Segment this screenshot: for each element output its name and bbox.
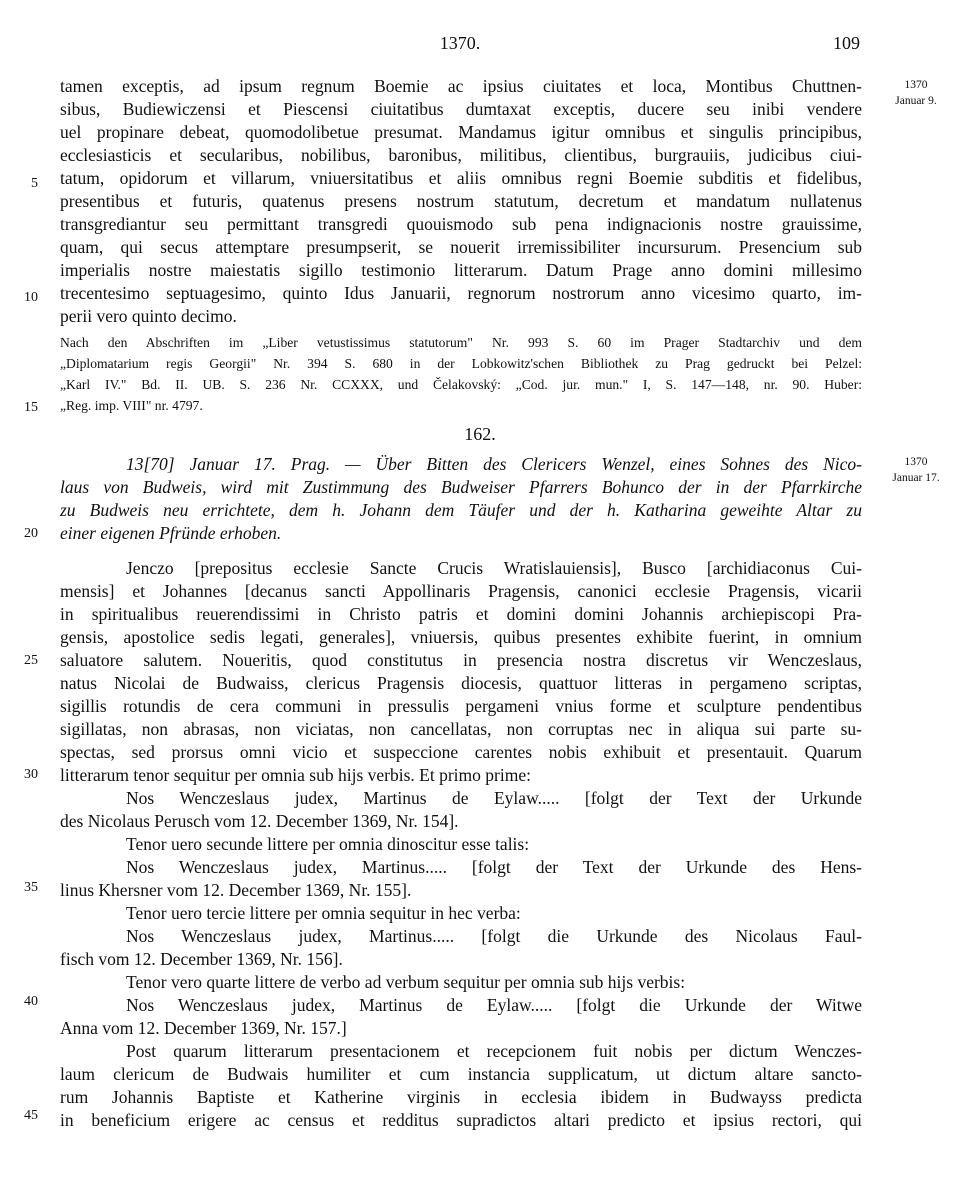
line-number: 45 [24,1108,38,1123]
body-line: natus Nicolai de Budwaiss, clericus Pragensis diocesis, quattuor litteras in pergameno scriptas, [60,673,862,693]
source-note: „Karl IV." Bd. II. UB. S. 236 Nr. CCXXX, und Čelakovský: „Cod. jur. mun." I, S. 147—148, nr. 90. Huber: [60,377,862,392]
regest-line: laus von Budweis, wird mit Zustimmung des Budweiser Pfarrers Bohunco der in der Pfarrkirche [60,477,862,497]
body-line: Nos Wenczeslaus judex, Martinus de Eylaw..... [folgt die Urkunde der Witwe [126,995,862,1015]
text-line: ecclesiasticis et secularibus, nobilibus, baronibus, militibus, clientibus, burgrauiis, judicibus ciui- [60,145,862,165]
body-line: sigillatas, non abrasas, non viciatas, non cancellatas, non corruptas nec in aliqua sui parte su- [60,719,862,739]
source-note: „Diplomatarium regis Georgii" Nr. 394 S. 680 in der Lobkowitz'schen Bibliothek zu Prag gedruckt bei Pelzel: [60,356,862,371]
body-line: Tenor uero tercie littere per omnia sequitur in hec verba: [126,903,521,923]
body-line: mensis] et Johannes [decanus sancti Appollinaris Pragensis, canonici ecclesie Pragensis, vicarii [60,581,862,601]
margin-date-year: 1370 [904,456,928,468]
body-line: Nos Wenczeslaus judex, Martinus..... [folgt die Urkunde des Nicolaus Faul- [126,926,862,946]
margin-date-day: Januar 17. [892,472,940,484]
text-line: perii vero quinto decimo. [60,306,237,326]
body-line: Tenor vero quarte littere de verbo ad verbum sequitur per omnia sub hijs verbis: [126,972,686,992]
body-line: des Nicolaus Perusch vom 12. December 1369, Nr. 154]. [60,811,459,831]
line-number: 5 [31,176,38,191]
text-line: uel propinare debeat, quomodolibetue presumat. Mandamus igitur omnibus et singulis principibus, [60,122,862,142]
text-line: tamen exceptis, ad ipsum regnum Boemie ac ipsius ciuitates et loca, Montibus Chuttnen- [60,76,862,96]
regest-line: einer eigenen Pfründe erhoben. [60,523,282,543]
body-line: laum clericum de Budwais humiliter et cum instancia supplicatum, ut dictum altare sancto- [60,1064,862,1084]
regest-line: zu Budweis neu errichtete, dem h. Johann dem Täufer und der h. Katharina geweihte Altar zu [60,500,862,520]
body-line: Post quarum litterarum presentacionem et recepcionem fuit nobis per dictum Wenczes- [126,1041,862,1061]
body-line: Tenor uero secunde littere per omnia dinoscitur esse talis: [126,834,530,854]
body-line: in beneficium erigere ac census et redditus supradictos altari predicto et ipsius rectori, qui [60,1110,862,1130]
text-line: presentibus et futuris, quatenus presens nostrum statutum, decretum et mandatum nullatenus [60,191,862,211]
body-line: in spiritualibus reuerendissimi in Christo patris et domini domini Johannis archiepiscopi Pra- [60,604,862,624]
text-line: trecentesimo septuagesimo, quinto Idus Januarii, regnorum nostrorum anno vicesimo quarto, im- [60,283,862,303]
line-number: 10 [24,290,38,305]
body-line: sigillis rotundis de cera communi in pressulis pergameni vnius forme et sculpture pendentibus [60,696,862,716]
running-header [60,33,860,57]
source-note: „Reg. imp. VIII" nr. 4797. [60,398,203,413]
line-number: 15 [24,400,38,415]
body-line: spectas, sed prorsus omni vicio et suspeccione carentes nobis exhibuit et presentauit. Quarum [60,742,862,762]
body-line: linus Khersner vom 12. December 1369, Nr. 155]. [60,880,412,900]
text-line: sibus, Budiewiczensi et Piescensi ciuitatibus dumtaxat exceptis, ducere seu inibi vendere [60,99,862,119]
line-number: 30 [24,767,38,782]
document-number: 162. [464,424,496,444]
line-number: 35 [24,880,38,895]
line-number: 40 [24,994,38,1009]
body-line: saluatore salutem. Noueritis, quod constitutus in presencia nostra discretus vir Wenczeslaus, [60,650,862,670]
text-line: tatum, opidorum et villarum, vniuersitatibus et aliis omnibus regni Boemie subditis et fidelibus, [60,168,862,188]
body-line: rum Johannis Baptiste et Katherine virginis in ecclesia ibidem in Budwayss predicta [60,1087,862,1107]
margin-date-day: Januar 9. [895,95,937,107]
body-line: Nos Wenczeslaus judex, Martinus..... [folgt der Text der Urkunde des Hens- [126,857,862,877]
body-line: Anna vom 12. December 1369, Nr. 157.] [60,1018,347,1038]
header-year: 1370. [439,33,481,53]
page-number: 109 [833,33,860,53]
body-line: gensis, apostolice sedis legati, generales], vniuersis, quibus presentes exhibite fuerint, in omnium [60,627,862,647]
body-line: Nos Wenczeslaus judex, Martinus de Eylaw..... [folgt der Text der Urkunde [126,788,862,808]
source-note: Nach den Abschriften im „Liber vetustissimus statutorum" Nr. 993 S. 60 im Prager Stadtarchiv und dem [60,335,862,350]
body-line: fisch vom 12. December 1369, Nr. 156]. [60,949,343,969]
line-number: 25 [24,653,38,668]
margin-date-year: 1370 [904,79,928,91]
body-line: Jenczo [prepositus ecclesie Sancte Crucis Wratislauiensis], Busco [archidiaconus Cui- [126,558,862,578]
body-line: litterarum tenor sequitur per omnia sub hijs verbis. Et primo prime: [60,765,531,785]
line-number: 20 [24,526,38,541]
text-line: transgrediantur seu permittant transgredi quouismodo sub pena indignacionis nostre grauissime, [60,214,862,234]
regest-line: 13[70] Januar 17. Prag. — Über Bitten des Clericers Wenzel, eines Sohnes des Nico- [126,454,862,474]
text-line: quam, qui secus attemptare presumpserit, se nouerit irremissibiliter incursurum. Presencium sub [60,237,862,257]
text-line: imperialis nostre maiestatis sigillo testimonio litterarum. Datum Prage anno domini millesimo [60,260,862,280]
